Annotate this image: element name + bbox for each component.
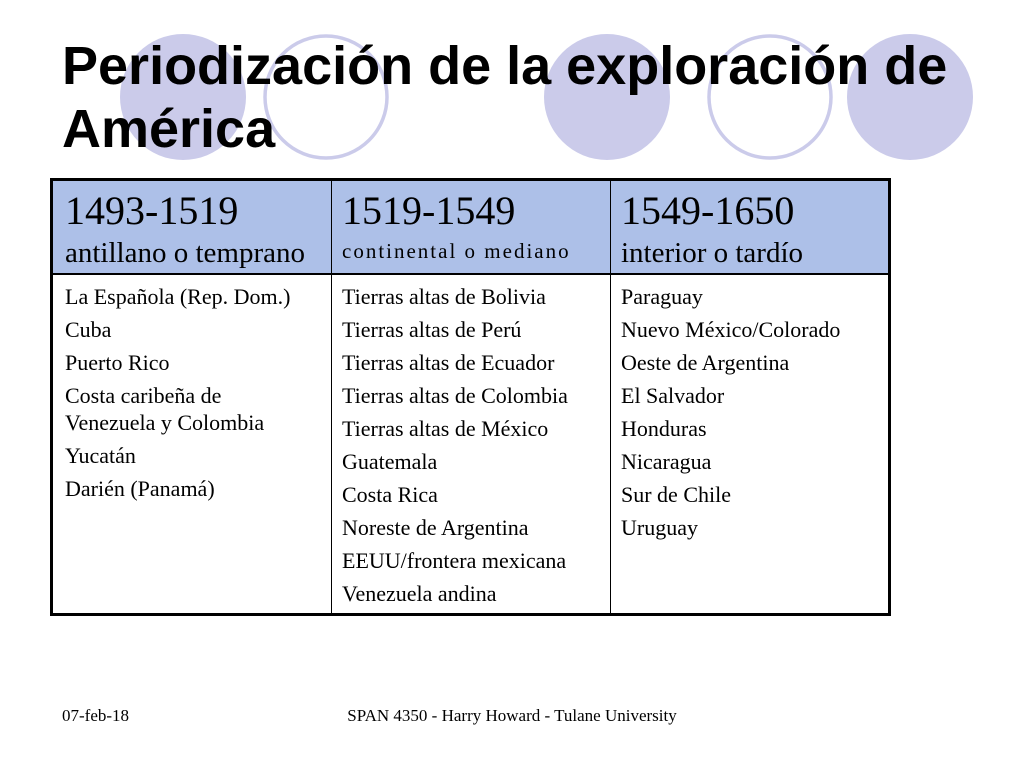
region-item: Uruguay bbox=[621, 514, 698, 540]
region-item: Costa Rica bbox=[342, 481, 438, 507]
footer-date: 07-feb-18 bbox=[62, 706, 130, 725]
regions-cell-middle bbox=[332, 274, 611, 615]
stage-label: continental o mediano bbox=[342, 239, 571, 263]
stage-label: interior o tardío bbox=[621, 237, 804, 269]
region-item: Sur de Chile bbox=[621, 481, 731, 507]
region-item: EEUU/frontera mexicana bbox=[342, 547, 567, 573]
period-range: 1519-1549 bbox=[342, 188, 516, 233]
regions-cell-early bbox=[52, 274, 332, 615]
region-item: El Salvador bbox=[621, 382, 725, 408]
region-item: Nicaragua bbox=[621, 448, 712, 474]
region-item: Yucatán bbox=[65, 442, 136, 468]
region-item: Nuevo México/Colorado bbox=[621, 316, 841, 342]
region-item: Darién (Panamá) bbox=[65, 475, 215, 501]
region-item: Oeste de Argentina bbox=[621, 349, 790, 375]
region-item: Costa caribeña de Venezuela y Colombia bbox=[65, 382, 265, 435]
region-item: Venezuela andina bbox=[342, 580, 497, 606]
stage-label: antillano o temprano bbox=[65, 237, 305, 269]
region-item: Tierras altas de Perú bbox=[342, 316, 522, 342]
region-item: Noreste de Argentina bbox=[342, 514, 529, 540]
slide-title: Periodización de la exploración de América bbox=[62, 36, 948, 159]
table-body-row bbox=[52, 274, 890, 615]
region-item: Cuba bbox=[65, 316, 112, 342]
period-range: 1493-1519 bbox=[65, 188, 239, 233]
period-range: 1549-1650 bbox=[621, 188, 795, 233]
region-item: Tierras altas de Ecuador bbox=[342, 349, 555, 375]
exploration-periods-table bbox=[50, 178, 891, 616]
region-item: Honduras bbox=[621, 415, 707, 441]
header-cell-middle bbox=[332, 180, 611, 274]
region-item: La Española (Rep. Dom.) bbox=[65, 283, 291, 309]
region-item: Guatemala bbox=[342, 448, 438, 474]
region-item: Puerto Rico bbox=[65, 349, 170, 375]
footer-credit: SPAN 4350 - Harry Howard - Tulane University bbox=[347, 706, 677, 725]
region-item: Tierras altas de Colombia bbox=[342, 382, 568, 408]
region-item: Tierras altas de Bolivia bbox=[342, 283, 546, 309]
header-cell-early bbox=[52, 180, 332, 274]
region-item: Tierras altas de México bbox=[342, 415, 549, 441]
header-cell-late bbox=[611, 180, 890, 274]
regions-cell-late bbox=[611, 274, 890, 615]
region-item: Paraguay bbox=[621, 283, 703, 309]
table-header-row bbox=[52, 180, 890, 274]
